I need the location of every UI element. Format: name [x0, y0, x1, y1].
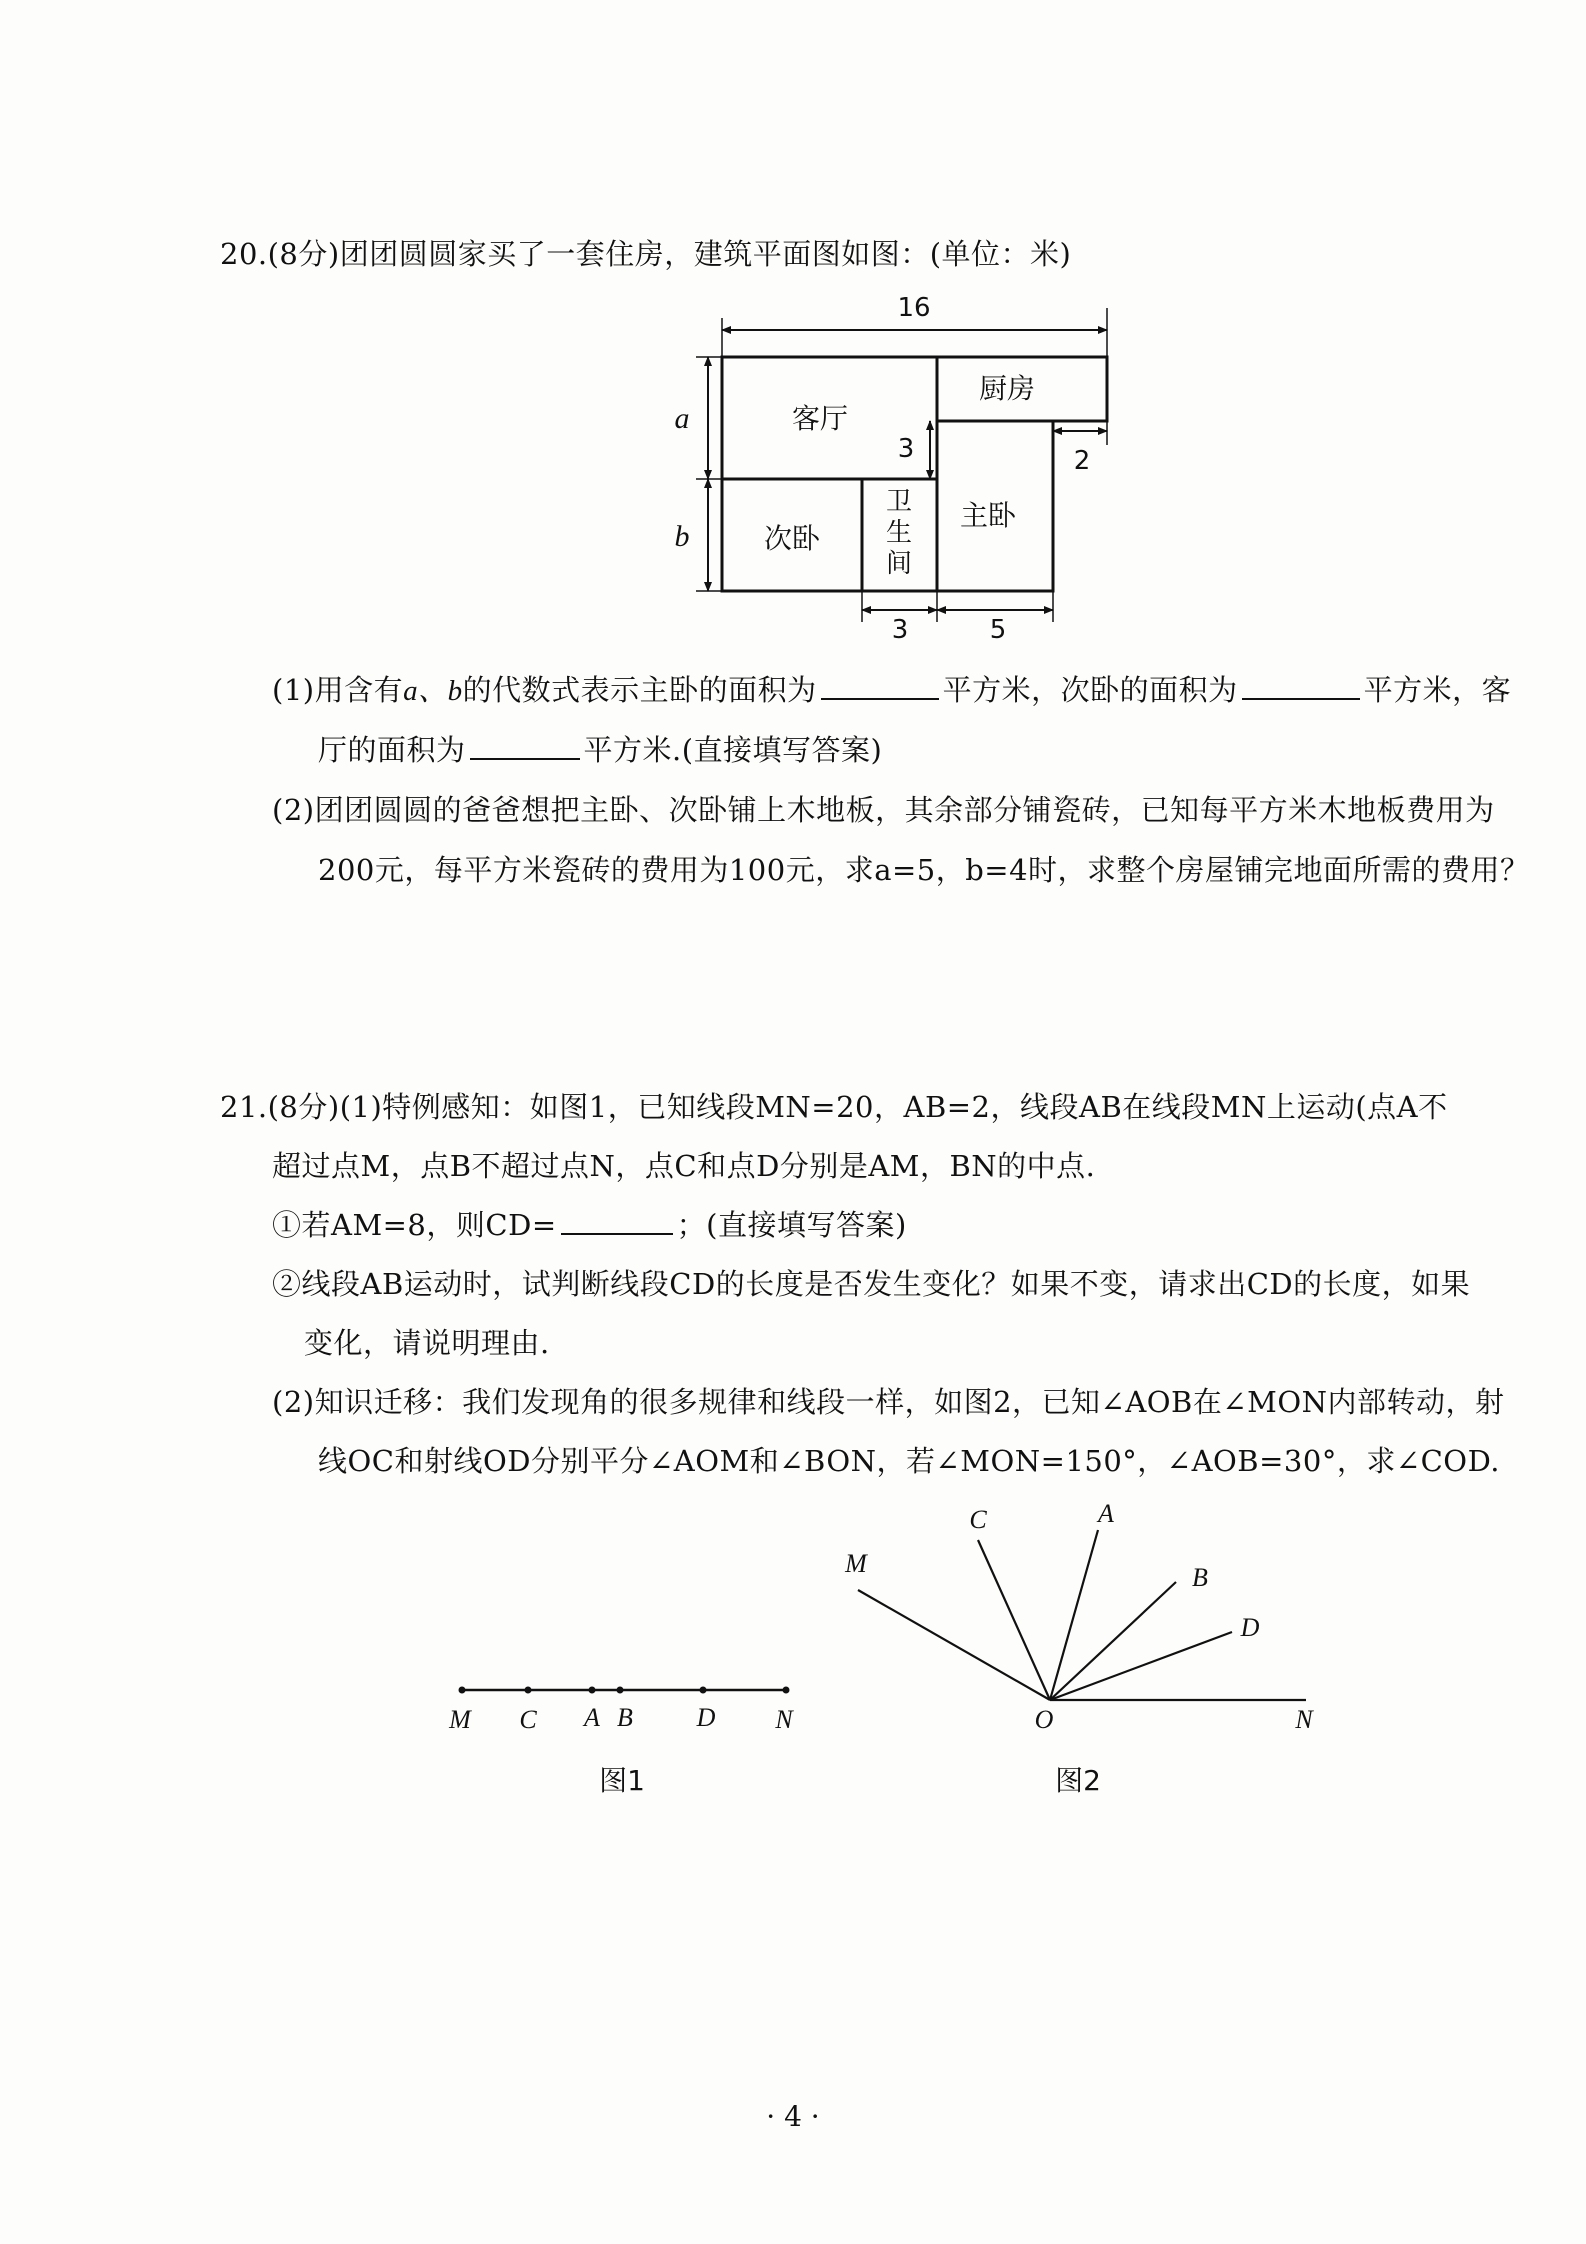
fig1-label-M: M: [449, 1705, 471, 1734]
fig1-label-D: D: [696, 1703, 716, 1732]
point-M: [459, 1687, 466, 1694]
page-number: · 4 ·: [766, 2100, 820, 2133]
label-bathroom-2: 生: [885, 518, 913, 548]
q21-line1: 21.(8分)(1)特例感知：如图1，已知线段MN=20，AB=2，线段AB在线段MN上运动(点A不: [220, 1090, 1448, 1124]
fig2-label-C: C: [969, 1505, 987, 1534]
ray-OD: [1050, 1632, 1232, 1700]
q21-line7: 线OC和射线OD分别平分∠AOM和∠BON，若∠MON=150°，∠AOB=30°，求∠COD.: [318, 1444, 1501, 1478]
label-second-bedroom: 次卧: [763, 522, 821, 555]
ray-OB: [1050, 1582, 1176, 1700]
fig1-label-C: C: [519, 1705, 537, 1734]
fig2-label-O: O: [1034, 1705, 1054, 1734]
label-kitchen: 厨房: [978, 372, 1036, 405]
q21-line6: (2)知识迁移：我们发现角的很多规律和线段一样，如图2，已知∠AOB在∠MON内部转动，射: [272, 1385, 1505, 1419]
fig1-caption: 图1: [599, 1764, 645, 1797]
label-master-bedroom: 主卧: [959, 499, 1017, 532]
q21-line2: 超过点M，点B不超过点N，点C和点D分别是AM，BN的中点.: [272, 1149, 1096, 1183]
point-A: [589, 1687, 596, 1694]
fig1-label-N: N: [775, 1705, 793, 1734]
figure-2-rays: [858, 1530, 1306, 1700]
fig2-label-D: D: [1240, 1613, 1260, 1642]
dim-a: a: [674, 402, 690, 435]
figure-1-segment: [459, 1687, 790, 1694]
dim-b: b: [674, 520, 690, 553]
label-bathroom-3: 间: [885, 549, 913, 579]
fig1-label-A: A: [584, 1703, 600, 1732]
ray-OC: [978, 1540, 1050, 1700]
fig2-label-A: A: [1098, 1499, 1114, 1528]
label-living-room: 客厅: [791, 402, 849, 435]
q20-part2-line2: 200元，每平方米瓷砖的费用为100元，求a=5，b=4时，求整个房屋铺完地面所需的费用？: [318, 853, 1530, 887]
fig2-label-N: N: [1295, 1705, 1313, 1734]
point-B: [617, 1687, 624, 1694]
q20-part2-line1: (2)团团圆圆的爸爸想把主卧、次卧铺上木地板，其余部分铺瓷砖，已知每平方米木地板费用为: [272, 793, 1495, 827]
fig2-label-M: M: [845, 1549, 867, 1578]
ray-OM: [858, 1590, 1050, 1700]
dim-3-vertical: 3: [897, 434, 915, 464]
fig2-label-B: B: [1192, 1563, 1208, 1592]
q20-part1-line1: (1)用含有a、b的代数式表示主卧的面积为 平方米，次卧的面积为 平方米，客: [272, 673, 1512, 707]
fig2-caption: 图2: [1055, 1764, 1101, 1797]
dim-2: 2: [1073, 446, 1091, 476]
label-bathroom-1: 卫: [885, 487, 913, 517]
dim-5-bottom: 5: [989, 615, 1007, 645]
dim-3-bottom: 3: [891, 615, 909, 645]
point-C: [525, 1687, 532, 1694]
q20-title: 20.(8分)团团圆圆家买了一套住房，建筑平面图如图：(单位：米): [220, 237, 1072, 271]
point-D: [700, 1687, 707, 1694]
fig1-label-B: B: [617, 1703, 633, 1732]
q21-line3: ①若AM=8，则CD= ；(直接填写答案): [272, 1208, 907, 1242]
q20-part1-line2: 厅的面积为 平方米.(直接填写答案): [318, 733, 883, 767]
q21-line5: 变化，请说明理由.: [304, 1326, 550, 1360]
point-N: [783, 1687, 790, 1694]
dim-16: 16: [897, 293, 931, 323]
ray-OA: [1050, 1530, 1098, 1700]
q21-line4: ②线段AB运动时，试判断线段CD的长度是否发生变化？如果不变，请求出CD的长度，如果: [272, 1267, 1471, 1301]
